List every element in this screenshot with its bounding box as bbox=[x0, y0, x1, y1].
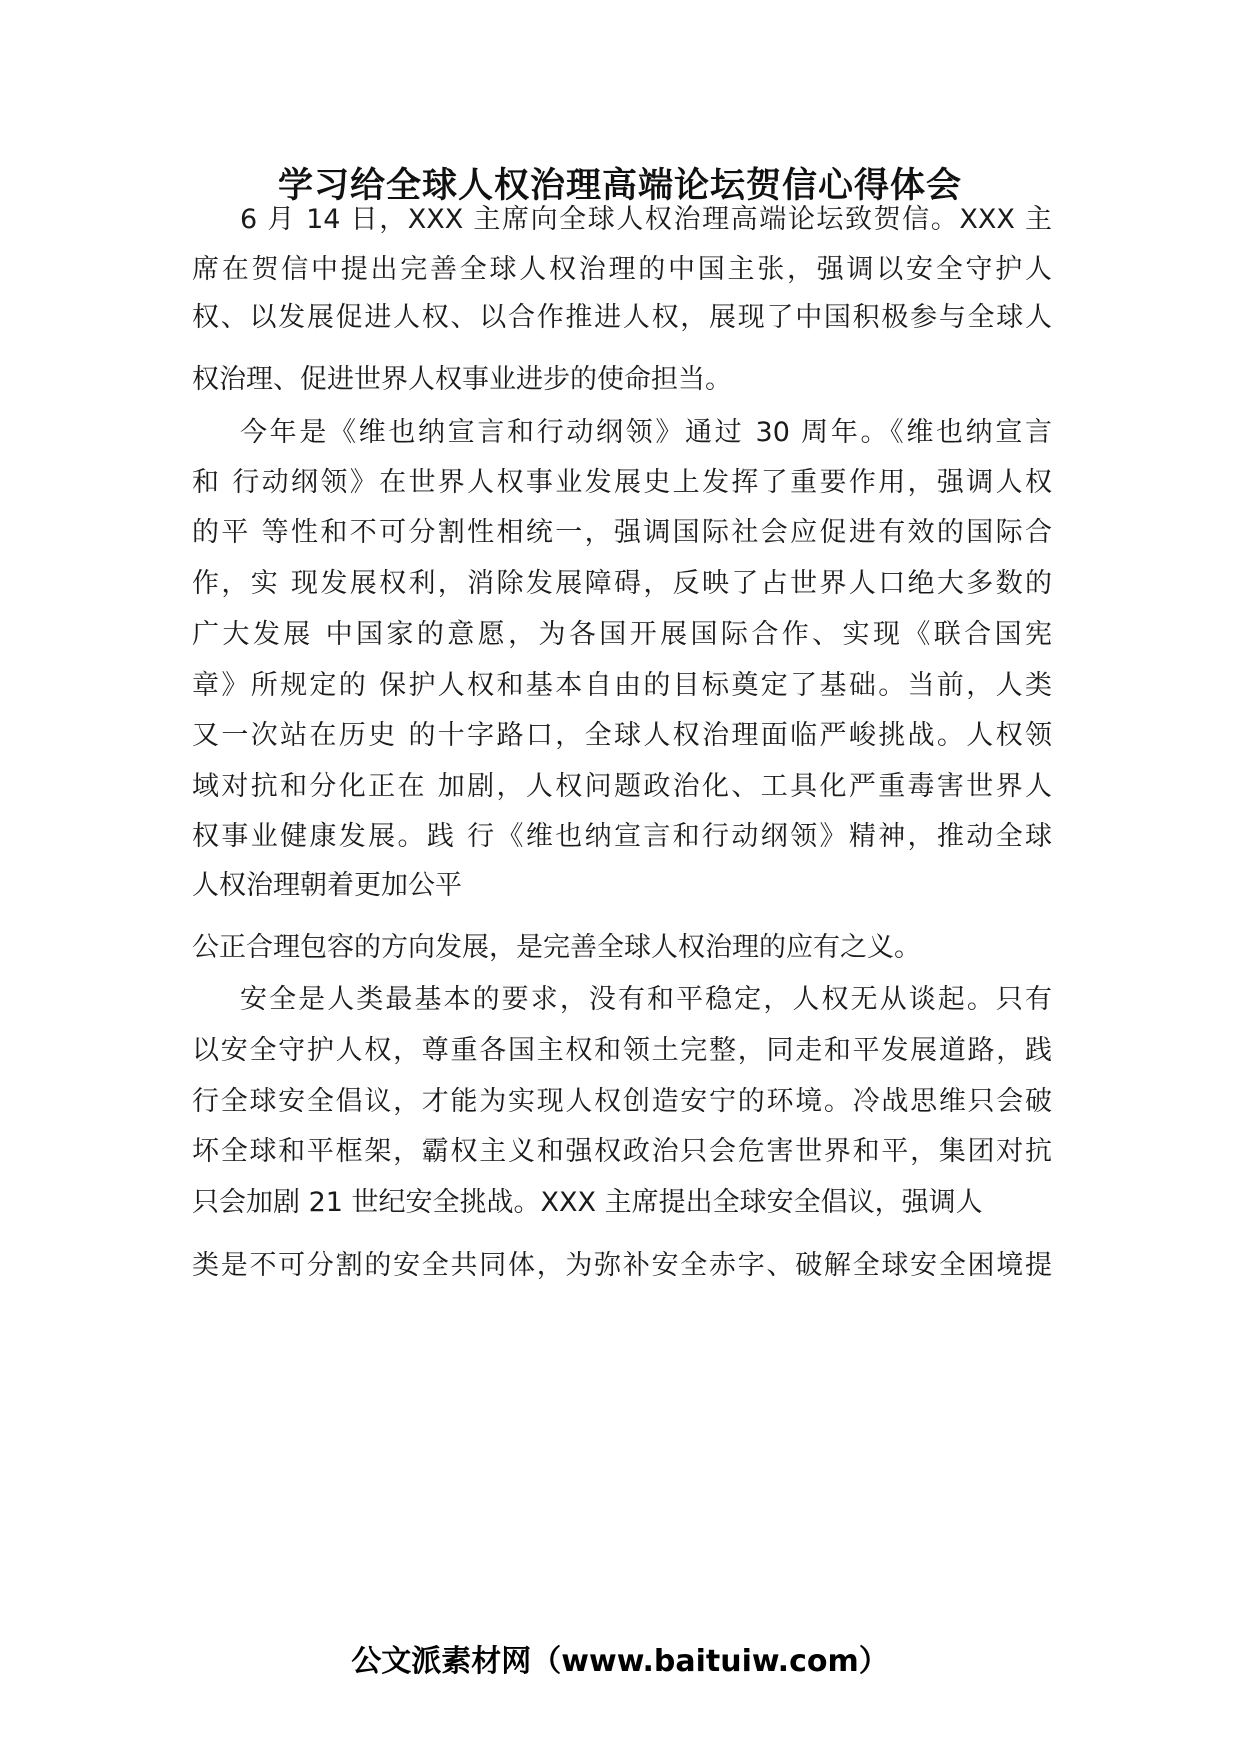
body-line-20: 只会加剧 21 世纪安全挑战。XXX 主席提出全球安全倡议，强调人 bbox=[192, 1187, 983, 1218]
body-line-11: 又一次站在历史 的十字路口，全球人权治理面临严峻挑战。人权领 bbox=[192, 720, 1052, 751]
body-line-10: 章》所规定的 保护人权和基本自由的目标奠定了基础。当前，人类 bbox=[192, 670, 1052, 701]
body-line-21: 类是不可分割的安全共同体，为弥补安全赤字、破解全球安全困境提 bbox=[192, 1250, 1052, 1281]
body-line-3: 权、以发展促进人权、以合作推进人权，展现了中国积极参与全球人 bbox=[192, 302, 1052, 333]
body-line-9: 广大发展 中国家的意愿，为各国开展国际合作、实现《联合国宪 bbox=[192, 619, 1052, 650]
document-title: 学习给全球人权治理高端论坛贺信心得体会 bbox=[277, 165, 962, 206]
body-line-6: 和 行动纲领》在世界人权事业发展史上发挥了重要作用，强调人权 bbox=[192, 467, 1052, 498]
body-line-16: 安全是人类最基本的要求，没有和平稳定，人权无从谈起。只有 bbox=[240, 984, 1052, 1015]
body-line-5: 今年是《维也纳宣言和行动纲领》通过 30 周年。《维也纳宣言 bbox=[240, 417, 1052, 448]
body-line-19: 坏全球和平框架，霸权主义和强权政治只会危害世界和平，集团对抗 bbox=[192, 1136, 1052, 1167]
body-line-8: 作，实 现发展权利，消除发展障碍，反映了占世界人口绝大多数的 bbox=[192, 568, 1052, 599]
body-line-2: 席在贺信中提出完善全球人权治理的中国主张，强调以安全守护人 bbox=[192, 254, 1052, 285]
body-line-14: 人权治理朝着更加公平 bbox=[192, 870, 462, 901]
body-line-13: 权事业健康发展。践 行《维也纳宣言和行动纲领》精神，推动全球 bbox=[192, 821, 1052, 852]
body-line-12: 域对抗和分化正在 加剧，人权问题政治化、工具化严重毒害世界人 bbox=[192, 771, 1052, 802]
footer-source: 公文派素材网（www.baituiw.com） bbox=[351, 1644, 889, 1679]
body-line-1: 6 月 14 日，XXX 主席向全球人权治理高端论坛致贺信。XXX 主 bbox=[240, 204, 1052, 235]
body-line-15: 公正合理包容的方向发展，是完善全球人权治理的应有之义。 bbox=[192, 932, 921, 963]
body-line-4: 权治理、促进世界人权事业进步的使命担当。 bbox=[192, 364, 732, 395]
body-line-17: 以安全守护人权，尊重各国主权和领土完整，同走和平发展道路，践 bbox=[192, 1035, 1052, 1066]
body-line-7: 的平 等性和不可分割性相统一，强调国际社会应促进有效的国际合 bbox=[192, 517, 1052, 548]
body-line-18: 行全球安全倡议，才能为实现人权创造安宁的环境。冷战思维只会破 bbox=[192, 1086, 1052, 1117]
